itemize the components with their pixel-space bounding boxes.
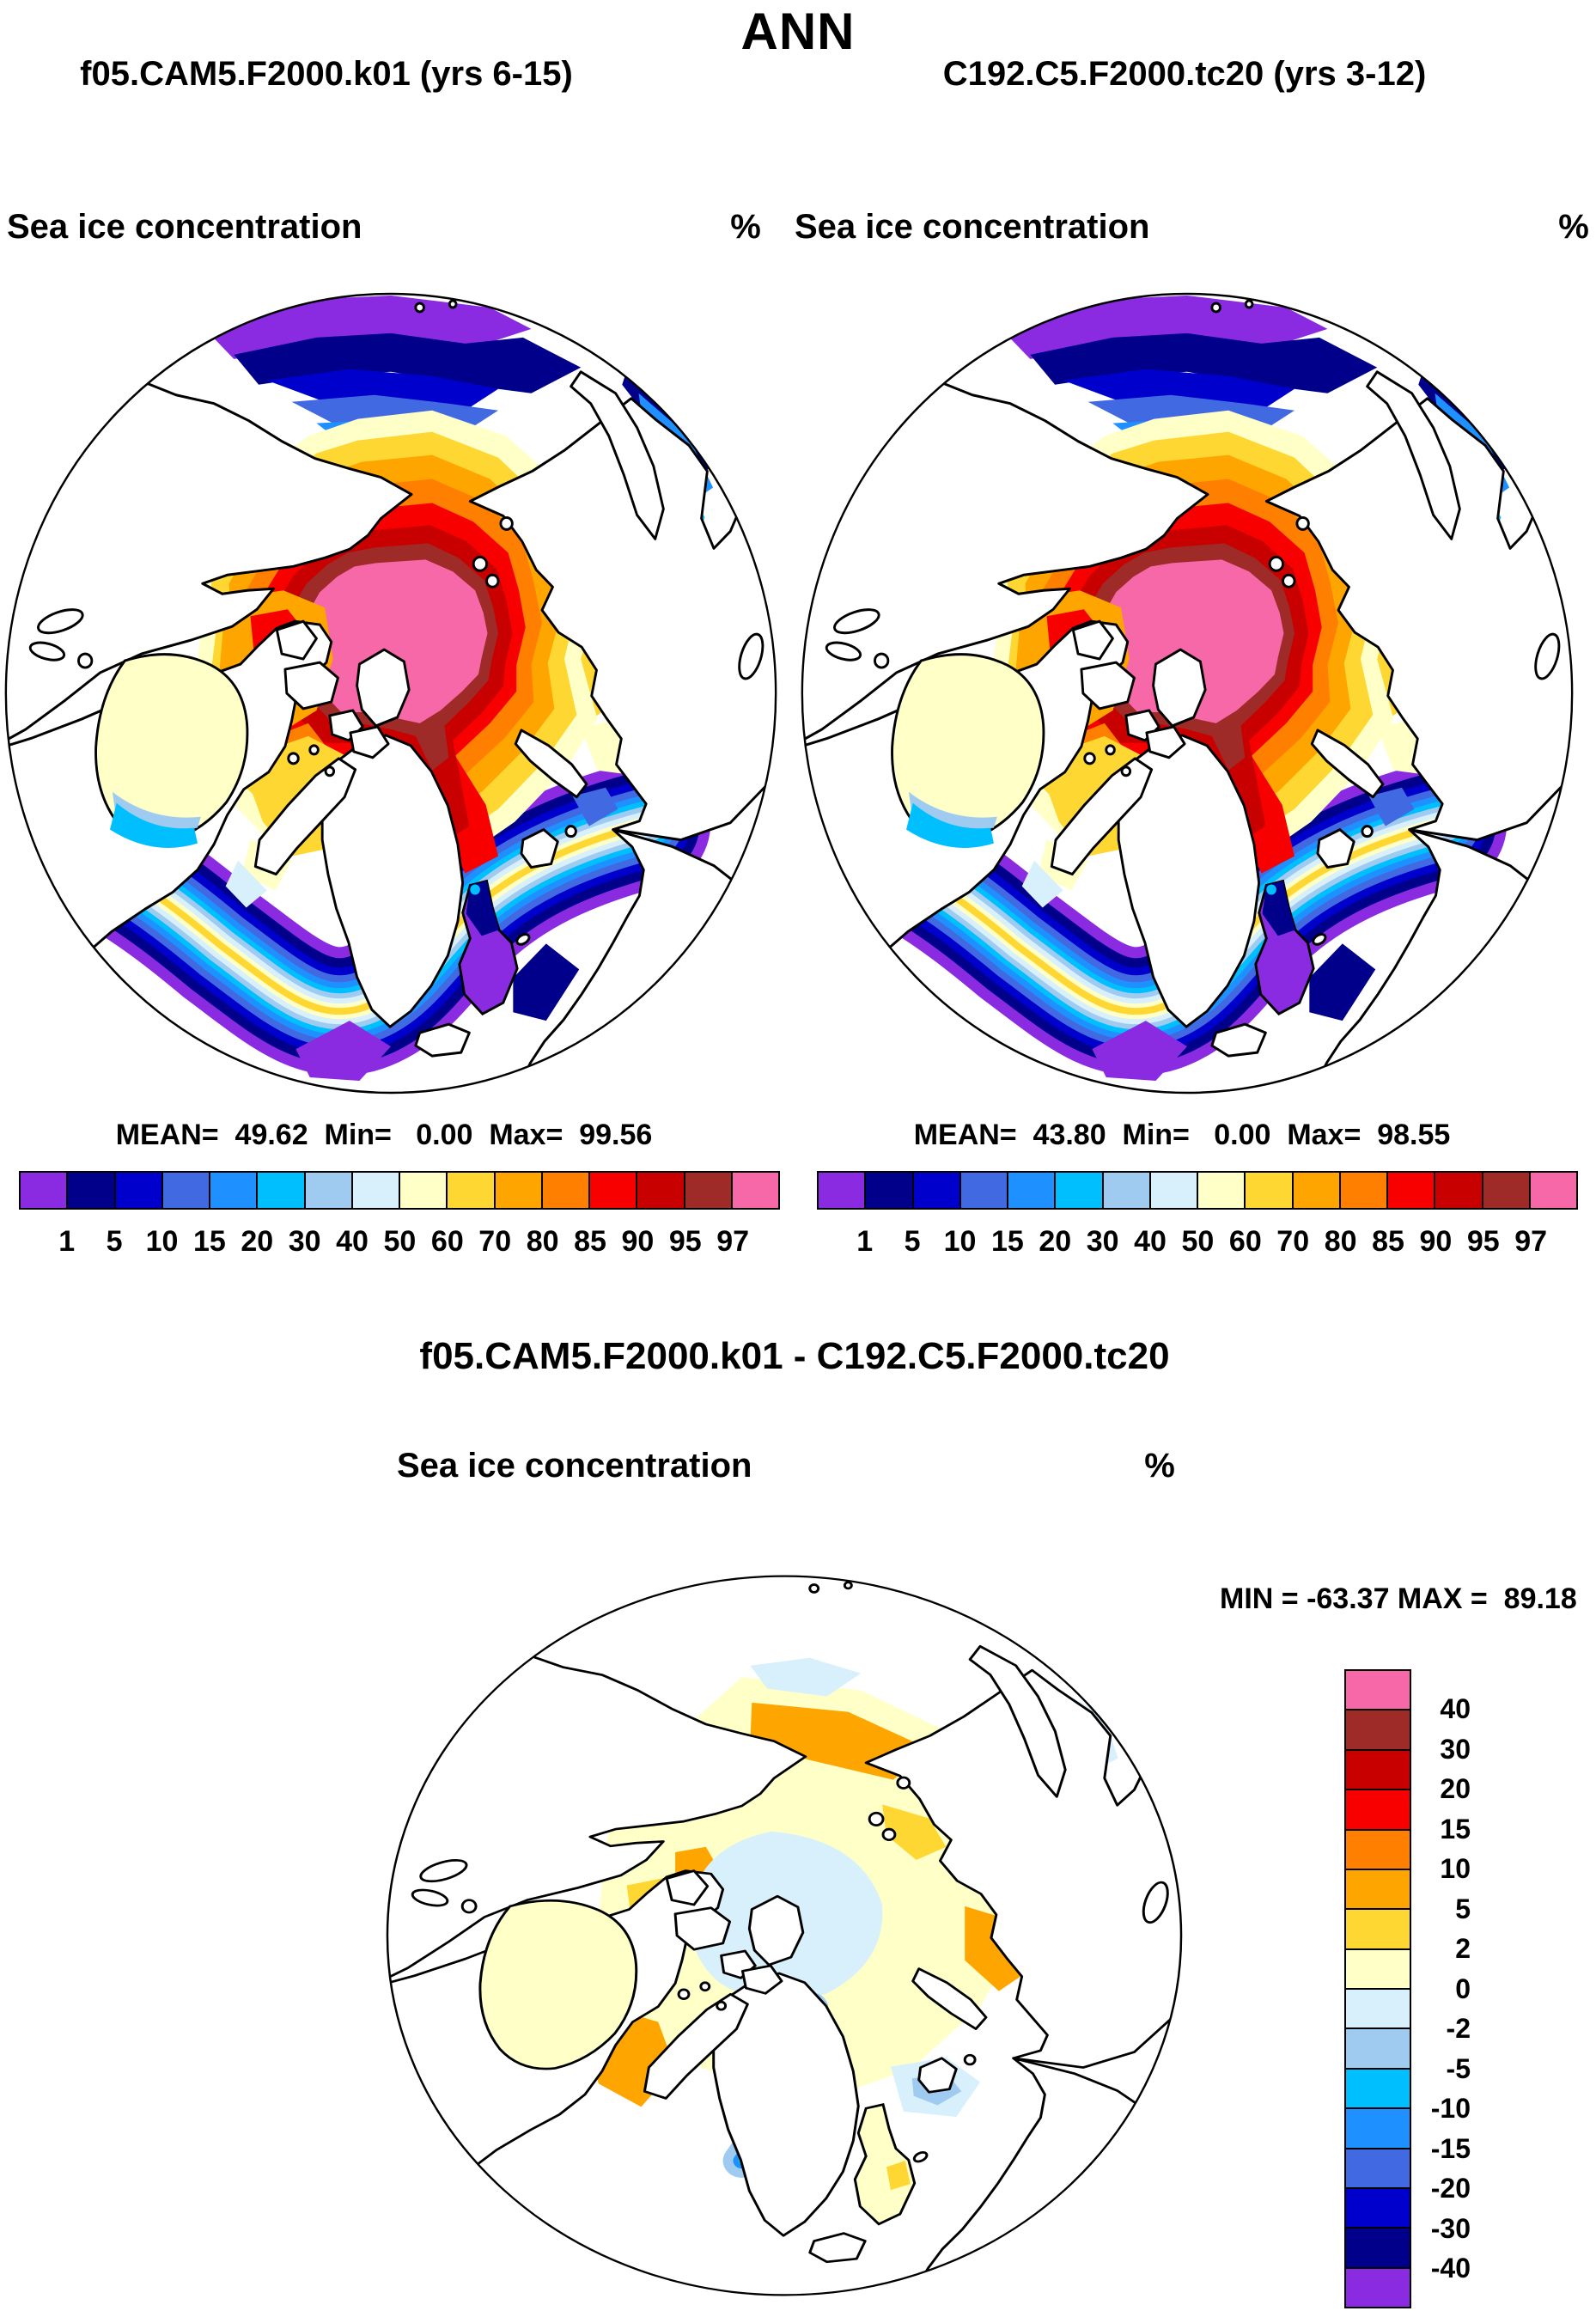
colorbar-cell — [819, 1173, 866, 1208]
colorbar-tick-label: 15 — [1440, 1813, 1471, 1845]
colorbar-tick-label: 90 — [1419, 1225, 1453, 1258]
colorbar-cell — [448, 1173, 495, 1208]
colorbar-left — [19, 1171, 780, 1210]
colorbar-tick-label: -40 — [1430, 2253, 1471, 2284]
colorbar-cell — [1388, 1173, 1435, 1208]
colorbar-cell — [1346, 2109, 1410, 2149]
colorbar-tick-label: 5 — [1455, 1893, 1471, 1924]
colorbar-cell — [590, 1173, 637, 1208]
colorbar-tick-label: 70 — [1276, 1225, 1310, 1258]
colorbar-cell — [1198, 1173, 1246, 1208]
colorbar-cell — [1435, 1173, 1483, 1208]
map-left-sea-ice — [3, 290, 779, 1096]
colorbar-tick-label: 40 — [1134, 1225, 1167, 1258]
colorbar-tick-label: 30 — [1086, 1225, 1119, 1258]
colorbar-cell — [1346, 1831, 1410, 1870]
panel-right-units: % — [1558, 208, 1589, 246]
colorbar-tick-label: 1 — [58, 1225, 76, 1258]
colorbar-cell — [1346, 1710, 1410, 1750]
colorbar-cell — [306, 1173, 353, 1208]
colorbar-tick-label: -5 — [1446, 2052, 1471, 2084]
colorbar-tick-label: 5 — [904, 1225, 921, 1258]
difference-units: % — [1144, 1447, 1175, 1485]
colorbar-tick-label: 80 — [1324, 1225, 1357, 1258]
colorbar-cell — [21, 1173, 68, 1208]
colorbar-tick-label: 20 — [1039, 1225, 1072, 1258]
colorbar-right-labels — [841, 1225, 1555, 1259]
colorbar-cell — [866, 1173, 913, 1208]
colorbar-cell — [637, 1173, 685, 1208]
colorbar-difference — [1344, 1669, 1411, 2308]
colorbar-cell — [1346, 1950, 1410, 1990]
colorbar-tick-label: 97 — [1514, 1225, 1548, 1258]
colorbar-cell — [1346, 1990, 1410, 2029]
colorbar-cell — [1346, 2229, 1410, 2268]
colorbar-tick-label: 10 — [145, 1225, 179, 1258]
colorbar-tick-label: 50 — [1181, 1225, 1215, 1258]
colorbar-tick-label: 50 — [383, 1225, 417, 1258]
colorbar-tick-label: -30 — [1430, 2212, 1471, 2244]
colorbar-tick-label: 1 — [856, 1225, 874, 1258]
panel-left-subtitle: f05.CAM5.F2000.k01 (yrs 6-15) — [80, 55, 573, 93]
colorbar-right — [817, 1171, 1578, 1210]
colorbar-cell — [116, 1173, 163, 1208]
colorbar-cell — [1346, 1790, 1410, 1830]
map-difference — [384, 1573, 1185, 2298]
colorbar-cell — [1104, 1173, 1151, 1208]
colorbar-tick-label: 20 — [1440, 1773, 1471, 1804]
colorbar-tick-label: 85 — [574, 1225, 606, 1258]
colorbar-cell — [1346, 2070, 1410, 2109]
colorbar-cell — [1483, 1173, 1531, 1208]
colorbar-tick-label: 60 — [430, 1225, 464, 1258]
colorbar-tick-label: 20 — [241, 1225, 274, 1258]
colorbar-cell — [1056, 1173, 1103, 1208]
colorbar-tick-label: 95 — [1466, 1225, 1500, 1258]
colorbar-cell — [258, 1173, 305, 1208]
colorbar-cell — [543, 1173, 590, 1208]
colorbar-tick-label: 60 — [1228, 1225, 1262, 1258]
colorbar-cell — [1531, 1173, 1576, 1208]
panel-right-field-label: Sea ice concentration — [795, 208, 1150, 246]
colorbar-tick-label: 10 — [943, 1225, 977, 1258]
colorbar-left-labels — [43, 1225, 757, 1259]
difference-title: f05.CAM5.F2000.k01 - C192.C5.F2000.tc20 — [419, 1335, 1170, 1377]
colorbar-tick-label: 40 — [1440, 1693, 1471, 1724]
colorbar-cell — [685, 1173, 733, 1208]
colorbar-cell — [1346, 1910, 1410, 1949]
colorbar-cell — [1346, 2149, 1410, 2189]
colorbar-tick-label: 40 — [336, 1225, 369, 1258]
colorbar-tick-label: 15 — [192, 1225, 226, 1258]
panel-right-stats: MEAN= 43.80 Min= 0.00 Max= 98.55 — [913, 1119, 1451, 1151]
difference-field-label: Sea ice concentration — [397, 1447, 752, 1485]
panel-left-stats: MEAN= 49.62 Min= 0.00 Max= 99.56 — [115, 1119, 653, 1151]
colorbar-cell — [1341, 1173, 1388, 1208]
colorbar-cell — [733, 1173, 778, 1208]
colorbar-tick-label: 90 — [621, 1225, 655, 1258]
colorbar-cell — [1246, 1173, 1293, 1208]
map-right-sea-ice — [799, 290, 1575, 1096]
panel-left-field-label: Sea ice concentration — [7, 208, 362, 246]
colorbar-tick-label: 5 — [106, 1225, 123, 1258]
colorbar-cell — [353, 1173, 400, 1208]
colorbar-cell — [210, 1173, 258, 1208]
difference-minmax: MIN = -63.37 MAX = 89.18 — [1220, 1582, 1577, 1615]
colorbar-tick-label: 30 — [288, 1225, 321, 1258]
bothnia-ice-tip — [1266, 885, 1276, 895]
colorbar-difference-labels — [1409, 1689, 1471, 2289]
colorbar-cell — [1294, 1173, 1341, 1208]
colorbar-cell — [1346, 2189, 1410, 2229]
colorbar-tick-label: -2 — [1446, 2013, 1471, 2044]
colorbar-cell — [1346, 1751, 1410, 1790]
colorbar-tick-label: 70 — [478, 1225, 512, 1258]
colorbar-cell — [1346, 1671, 1410, 1710]
colorbar-tick-label: 97 — [716, 1225, 750, 1258]
colorbar-cell — [1346, 1870, 1410, 1910]
colorbar-cell — [1151, 1173, 1198, 1208]
colorbar-tick-label: 80 — [526, 1225, 559, 1258]
colorbar-cell — [163, 1173, 210, 1208]
bothnia-ice-tip — [470, 885, 480, 895]
colorbar-cell — [914, 1173, 961, 1208]
colorbar-tick-label: 85 — [1372, 1225, 1404, 1258]
colorbar-cell — [961, 1173, 1008, 1208]
colorbar-cell — [496, 1173, 543, 1208]
colorbar-tick-label: 95 — [668, 1225, 702, 1258]
colorbar-cell — [1346, 2029, 1410, 2069]
panel-right-subtitle: C192.C5.F2000.tc20 (yrs 3-12) — [942, 55, 1427, 93]
colorbar-tick-label: -15 — [1430, 2132, 1471, 2164]
colorbar-cell — [400, 1173, 448, 1208]
colorbar-cell — [1008, 1173, 1056, 1208]
colorbar-cell — [1346, 2269, 1410, 2307]
colorbar-tick-label: 10 — [1440, 1853, 1471, 1884]
colorbar-tick-label: 2 — [1455, 1933, 1471, 1964]
panel-left-units: % — [730, 208, 761, 246]
colorbar-tick-label: -20 — [1430, 2173, 1471, 2204]
page-title: ANN — [740, 3, 856, 60]
colorbar-tick-label: 30 — [1440, 1733, 1471, 1765]
colorbar-cell — [68, 1173, 115, 1208]
colorbar-tick-label: 0 — [1455, 1973, 1471, 2004]
colorbar-tick-label: -10 — [1430, 2093, 1471, 2124]
colorbar-tick-label: 15 — [990, 1225, 1024, 1258]
